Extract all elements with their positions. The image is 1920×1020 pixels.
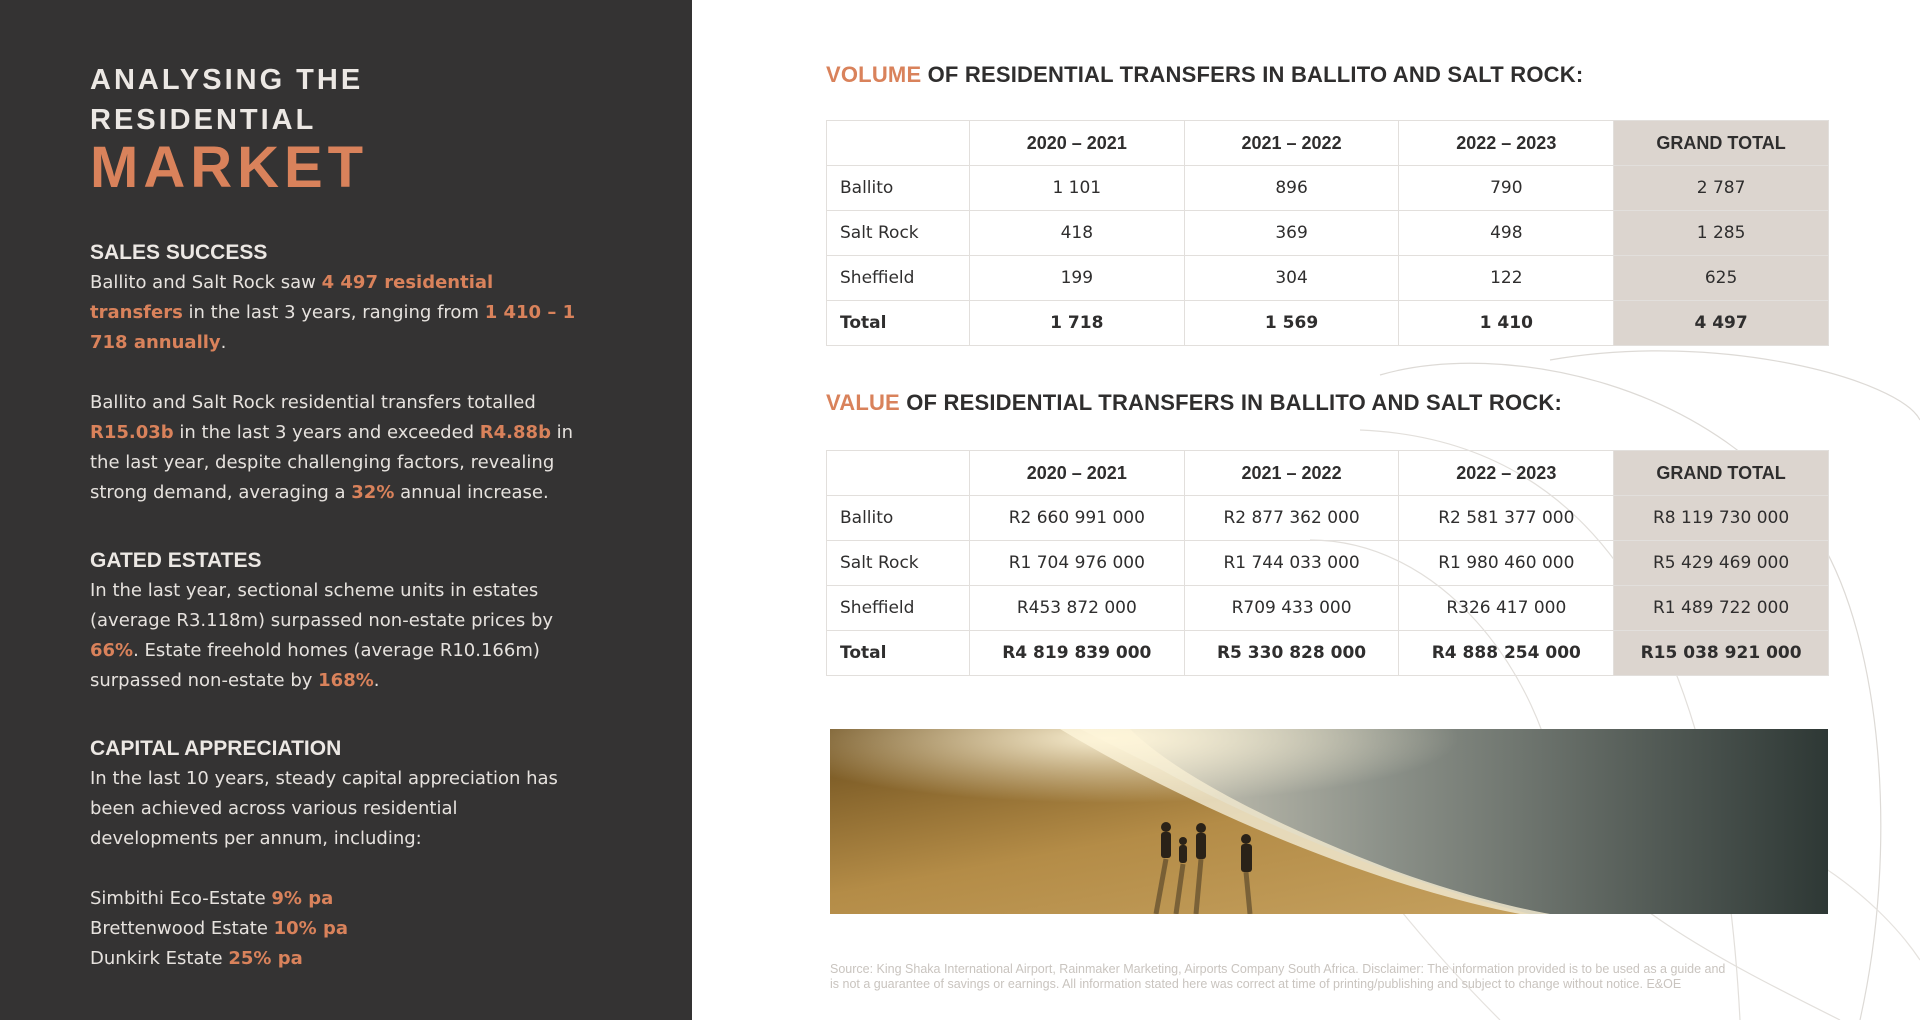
text: In the last year, sectional scheme units in estates (average R3.118m) surpassed non-estate prices by bbox=[90, 580, 554, 631]
header-cell-grand-total: GRAND TOTAL bbox=[1614, 451, 1829, 496]
grand-total-cell: R1 489 722 000 bbox=[1614, 586, 1829, 631]
grand-total-cell: 625 bbox=[1614, 256, 1829, 301]
table-cell: R1 704 976 000 bbox=[969, 541, 1184, 586]
volume-heading-accent: VOLUME bbox=[826, 62, 922, 87]
text: in the last year, despite challenging factors, revealing strong demand, averaging a bbox=[90, 422, 574, 503]
table-header-row bbox=[827, 451, 1829, 496]
volume-heading-rest: OF RESIDENTIAL TRANSFERS IN BALLITO AND SALT ROCK: bbox=[921, 62, 1584, 87]
header-cell: 2020 – 2021 bbox=[969, 121, 1184, 166]
text: Ballito and Salt Rock saw bbox=[90, 272, 322, 293]
table-header-row bbox=[827, 121, 1829, 166]
estate-name: Simbithi Eco-Estate bbox=[90, 888, 272, 909]
list-item bbox=[90, 884, 590, 914]
highlight-transfers: 4 497 residential transfers bbox=[90, 272, 494, 323]
text: Ballito and Salt Rock residential transfers totalled bbox=[90, 392, 536, 413]
header-cell-grand-total: GRAND TOTAL bbox=[1614, 121, 1829, 166]
volume-heading bbox=[826, 62, 1583, 88]
gated-estates-title: GATED ESTATES bbox=[90, 549, 262, 572]
table-cell: R709 433 000 bbox=[1184, 586, 1399, 631]
sales-paragraph-1 bbox=[90, 268, 590, 358]
highlight-last-year-value: R4.88b bbox=[479, 422, 551, 443]
list-item bbox=[90, 944, 590, 974]
capital-appreciation-section bbox=[90, 734, 590, 974]
table-cell: 1 410 bbox=[1399, 301, 1614, 346]
row-label: Salt Rock bbox=[827, 211, 970, 256]
table-cell: 304 bbox=[1184, 256, 1399, 301]
table-row bbox=[827, 166, 1829, 211]
left-content bbox=[90, 60, 590, 974]
beach-photo bbox=[830, 729, 1828, 914]
table-row bbox=[827, 541, 1829, 586]
table-row bbox=[827, 496, 1829, 541]
left-panel bbox=[0, 0, 692, 1020]
row-label: Salt Rock bbox=[827, 541, 970, 586]
page-title: MARKET bbox=[90, 135, 369, 200]
header-cell: 2021 – 2022 bbox=[1184, 451, 1399, 496]
header-cell bbox=[827, 451, 970, 496]
grand-total-cell: 2 787 bbox=[1614, 166, 1829, 211]
value-heading-accent: VALUE bbox=[826, 390, 900, 415]
text: . bbox=[220, 332, 227, 353]
table-cell: 1 569 bbox=[1184, 301, 1399, 346]
value-table bbox=[826, 450, 1829, 676]
header-cell bbox=[827, 121, 970, 166]
highlight-sectional-premium: 66% bbox=[90, 640, 134, 661]
table-cell: 790 bbox=[1399, 166, 1614, 211]
table-cell: R5 330 828 000 bbox=[1184, 631, 1399, 676]
source-disclaimer: Source: King Shaka International Airport, Rainmaker Marketing, Airports Company South Africa. Disclaimer: The information provided is to be used as a guide and is not a guarantee of savings or earnings. All information stated here was correct at time of printing/publishing and subject to change without notice. E&OE bbox=[830, 962, 1726, 991]
grand-total-cell: 4 497 bbox=[1614, 301, 1829, 346]
grand-total-cell: 1 285 bbox=[1614, 211, 1829, 256]
row-label: Sheffield bbox=[827, 586, 970, 631]
list-item bbox=[90, 914, 590, 944]
estate-rate: 9% pa bbox=[271, 888, 334, 909]
table-cell: 122 bbox=[1399, 256, 1614, 301]
table-cell: R1 980 460 000 bbox=[1399, 541, 1614, 586]
table-cell: 498 bbox=[1399, 211, 1614, 256]
row-label: Ballito bbox=[827, 166, 970, 211]
text: in the last 3 years, ranging from bbox=[182, 302, 485, 323]
estate-list bbox=[90, 884, 590, 974]
gated-paragraph bbox=[90, 576, 590, 696]
table-cell: 1 718 bbox=[969, 301, 1184, 346]
table-row bbox=[827, 211, 1829, 256]
table-cell: 199 bbox=[969, 256, 1184, 301]
capital-paragraph: In the last 10 years, steady capital appreciation has been achieved across various residential developments per annum, including: bbox=[90, 768, 558, 849]
table-cell: R1 744 033 000 bbox=[1184, 541, 1399, 586]
capital-appreciation-title: CAPITAL APPRECIATION bbox=[90, 737, 342, 760]
table-cell: R4 888 254 000 bbox=[1399, 631, 1614, 676]
volume-table bbox=[826, 120, 1829, 346]
grand-total-cell: R5 429 469 000 bbox=[1614, 541, 1829, 586]
table-cell: 896 bbox=[1184, 166, 1399, 211]
page-kicker: ANALYSING THE RESIDENTIAL bbox=[90, 64, 364, 136]
grand-total-cell: R15 038 921 000 bbox=[1614, 631, 1829, 676]
sales-success-section bbox=[90, 238, 590, 508]
sales-paragraph-2 bbox=[90, 388, 590, 508]
highlight-total-value: R15.03b bbox=[90, 422, 174, 443]
header-cell: 2021 – 2022 bbox=[1184, 121, 1399, 166]
table-cell: 418 bbox=[969, 211, 1184, 256]
highlight-annual-range: 1 410 – 1 718 annually bbox=[90, 302, 576, 353]
value-heading bbox=[826, 390, 1562, 416]
table-cell: 1 101 bbox=[969, 166, 1184, 211]
estate-rate: 10% pa bbox=[273, 918, 349, 939]
highlight-freehold-premium: 168% bbox=[318, 670, 374, 691]
table-cell: R2 877 362 000 bbox=[1184, 496, 1399, 541]
table-row bbox=[827, 256, 1829, 301]
estate-name: Dunkirk Estate bbox=[90, 948, 229, 969]
text: in the last 3 years and exceeded bbox=[173, 422, 480, 443]
row-label: Total bbox=[827, 301, 970, 346]
grand-total-cell: R8 119 730 000 bbox=[1614, 496, 1829, 541]
highlight-annual-increase: 32% bbox=[351, 482, 395, 503]
header-cell: 2022 – 2023 bbox=[1399, 451, 1614, 496]
beach-photo-illustration bbox=[830, 729, 1828, 914]
estate-rate: 25% pa bbox=[228, 948, 303, 969]
row-label: Ballito bbox=[827, 496, 970, 541]
estate-name: Brettenwood Estate bbox=[90, 918, 274, 939]
table-cell: R326 417 000 bbox=[1399, 586, 1614, 631]
row-label: Total bbox=[827, 631, 970, 676]
table-cell: 369 bbox=[1184, 211, 1399, 256]
gated-estates-section bbox=[90, 546, 590, 696]
table-cell: R4 819 839 000 bbox=[969, 631, 1184, 676]
header-cell: 2022 – 2023 bbox=[1399, 121, 1614, 166]
table-cell: R2 581 377 000 bbox=[1399, 496, 1614, 541]
table-row bbox=[827, 586, 1829, 631]
table-cell: R2 660 991 000 bbox=[969, 496, 1184, 541]
decorative-curves bbox=[1300, 340, 1920, 1020]
table-total-row bbox=[827, 301, 1829, 346]
sales-success-title: SALES SUCCESS bbox=[90, 241, 268, 264]
text: . bbox=[373, 670, 380, 691]
table-total-row bbox=[827, 631, 1829, 676]
value-heading-rest: OF RESIDENTIAL TRANSFERS IN BALLITO AND SALT ROCK: bbox=[899, 390, 1562, 415]
text: annual increase. bbox=[394, 482, 549, 503]
text: . Estate freehold homes (average R10.166m) surpassed non-estate by bbox=[90, 640, 540, 691]
table-cell: R453 872 000 bbox=[969, 586, 1184, 631]
header-cell: 2020 – 2021 bbox=[969, 451, 1184, 496]
row-label: Sheffield bbox=[827, 256, 970, 301]
